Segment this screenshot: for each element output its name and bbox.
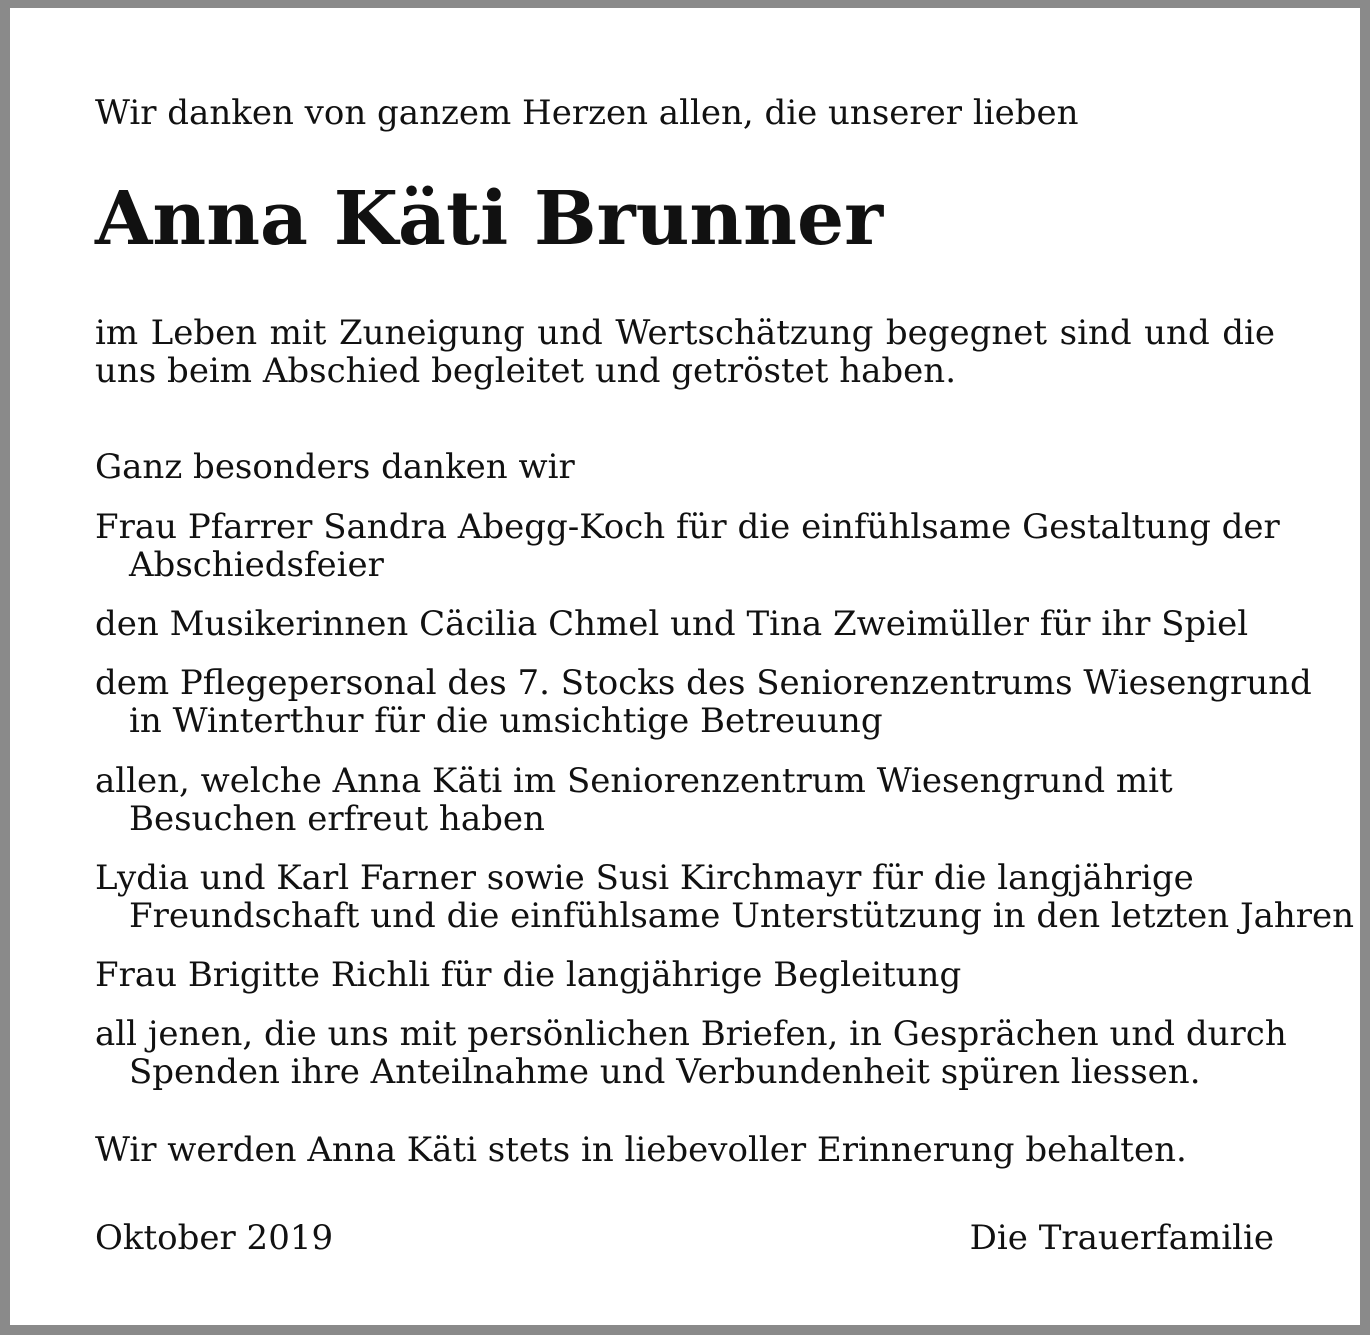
intro-text: Wir danken von ganzem Herzen allen, die unserer lieben [95,93,1079,133]
notice-page [10,8,1360,1325]
thanks-item [95,859,1354,935]
thanks-item-line-1: all jenen, die uns mit persönlichen Briefen, in Gesprächen und durch [95,1014,1287,1054]
thanks-item-line-2: Spenden ihre Anteilnahme und Verbundenheit spüren liessen. [129,1052,1201,1092]
thanks-item [95,605,1248,643]
thanks-item [95,762,1173,838]
date-text: Oktober 2019 [95,1218,334,1258]
closing-text: Wir werden Anna Käti stets in liebevoller Erinnerung behalten. [95,1130,1187,1170]
lead-text-line-1: im Leben mit Zuneigung und Wertschätzung begegnet sind und die [95,313,1275,353]
lead-text-line-2: uns beim Abschied begleitet und getröstet haben. [95,351,957,391]
thanks-item [95,664,1312,740]
thanks-item-line-2: Abschiedsfeier [129,545,384,585]
thanks-item-line-1: dem Pflegepersonal des 7. Stocks des Seniorenzentrums Wiesengrund [95,663,1312,703]
thanks-item-line-1: allen, welche Anna Käti im Seniorenzentrum Wiesengrund mit [95,761,1173,801]
thanks-item-line-2: in Winterthur für die umsichtige Betreuung [129,701,883,741]
thanks-item-line-1: Lydia und Karl Farner sowie Susi Kirchmayr für die langjährige [95,858,1194,898]
signature-text: Die Trauerfamilie [969,1218,1274,1258]
thanks-item-line-2: Freundschaft und die einfühlsame Unterstützung in den letzten Jahren [129,896,1355,936]
thanks-item-line-1: den Musikerinnen Cäcilia Chmel und Tina Zweimüller für ihr Spiel [95,604,1249,644]
special-thanks-heading: Ganz besonders danken wir [95,447,575,487]
thanks-item-line-1: Frau Brigitte Richli für die langjährige Begleitung [95,955,962,995]
deceased-name: Anna Käti Brunner [95,176,884,262]
thanks-item [95,956,961,994]
thanks-item [95,508,1280,584]
thanks-item [95,1015,1287,1091]
thanks-item-line-2: Besuchen erfreut haben [129,799,545,839]
thanks-item-line-1: Frau Pfarrer Sandra Abegg-Koch für die einfühlsame Gestaltung der [95,507,1280,547]
